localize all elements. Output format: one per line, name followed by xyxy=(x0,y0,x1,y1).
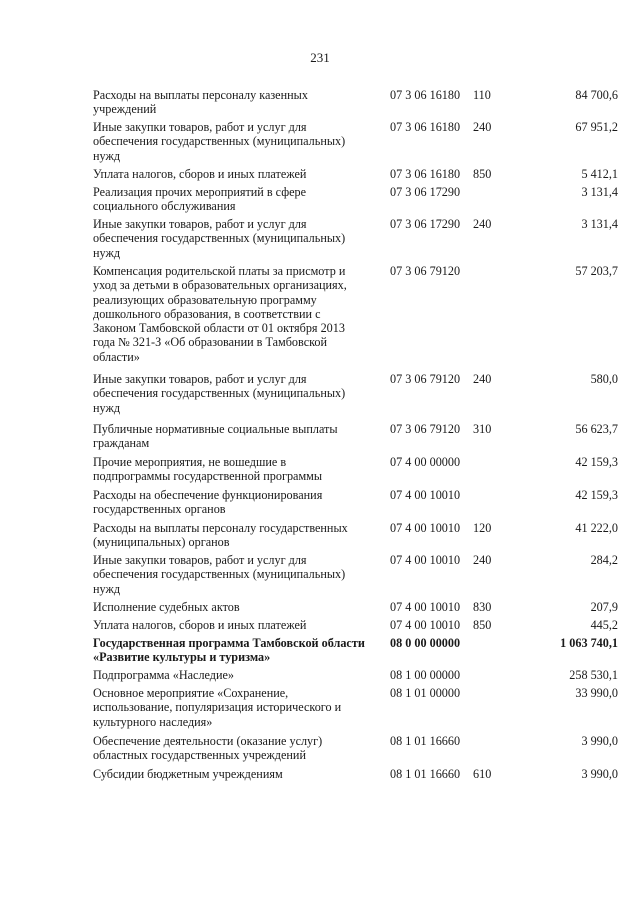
row-name: Уплата налогов, сборов и иных платежей xyxy=(93,618,307,632)
row-name: Расходы на обеспечение функционирования государственных органов xyxy=(93,488,323,517)
row-code: 07 3 06 79120 xyxy=(390,264,461,278)
row-code: 07 3 06 17290 xyxy=(390,185,461,199)
row-sum: 3 131,4 xyxy=(581,185,618,199)
row-code: 08 1 01 16660 xyxy=(390,767,461,781)
row-sum: 33 990,0 xyxy=(575,686,618,700)
row-code: 08 1 01 16660 xyxy=(390,734,461,748)
table-row xyxy=(93,636,618,668)
table-row xyxy=(93,488,618,521)
row-name: Иные закупки товаров, работ и услуг для обеспечения государственных (муниципальных) нужд xyxy=(93,120,346,163)
row-code: 07 3 06 79120 xyxy=(390,372,461,386)
row-code: 07 3 06 16180 xyxy=(390,167,461,181)
table-row xyxy=(93,88,618,120)
table-row xyxy=(93,264,618,372)
row-name: Прочие мероприятия, не вошедшие в подпрограммы государственной программы xyxy=(93,455,323,484)
row-name: Расходы на выплаты персоналу казенных учреждений xyxy=(93,88,308,117)
table-row xyxy=(93,668,618,686)
row-expense-type: 240 xyxy=(473,120,492,134)
row-expense-type: 850 xyxy=(473,618,492,632)
table-row xyxy=(93,372,618,422)
row-sum: 258 530,1 xyxy=(569,668,618,682)
row-code: 07 4 00 10010 xyxy=(390,618,461,632)
table-row xyxy=(93,120,618,167)
table-row xyxy=(93,686,618,734)
row-name: Публичные нормативные социальные выплаты гражданам xyxy=(93,422,338,451)
table-row xyxy=(93,521,618,553)
row-name: Компенсация родительской платы за присмотр и уход за детьми в образовательных организациях, реализующих образовательную программу дошкольного образования, в соответствии с Законом Тамбовской области от 01 октября 2013 года № 321-З «Об образовании в Тамбовской области» xyxy=(93,264,347,364)
row-expense-type: 850 xyxy=(473,167,492,181)
table-row xyxy=(93,600,618,618)
row-code: 07 3 06 79120 xyxy=(390,422,461,436)
row-sum: 445,2 xyxy=(590,618,618,632)
row-code: 07 4 00 10010 xyxy=(390,553,461,567)
row-sum: 3 990,0 xyxy=(581,767,618,781)
table-row xyxy=(93,167,618,185)
row-code: 08 1 00 00000 xyxy=(390,668,461,682)
row-code: 08 1 01 00000 xyxy=(390,686,461,700)
budget-table xyxy=(93,88,618,785)
row-expense-type: 830 xyxy=(473,600,492,614)
row-code: 07 3 06 17290 xyxy=(390,217,461,231)
row-name: Обеспечение деятельности (оказание услуг) областных государственных учреждений xyxy=(93,734,323,763)
table-row xyxy=(93,553,618,600)
row-sum: 41 222,0 xyxy=(575,521,618,535)
table-row xyxy=(93,455,618,488)
table-row xyxy=(93,185,618,217)
row-code: 08 0 00 00000 xyxy=(390,636,461,650)
row-code: 07 3 06 16180 xyxy=(390,120,461,134)
row-sum: 42 159,3 xyxy=(575,488,618,502)
table-row xyxy=(93,618,618,636)
row-name: Иные закупки товаров, работ и услуг для обеспечения государственных (муниципальных) нужд xyxy=(93,553,346,596)
row-expense-type: 310 xyxy=(473,422,492,436)
row-expense-type: 240 xyxy=(473,372,492,386)
row-expense-type: 110 xyxy=(473,88,491,102)
table-row xyxy=(93,422,618,455)
row-sum: 284,2 xyxy=(590,553,618,567)
row-name: Реализация прочих мероприятий в сфере социального обслуживания xyxy=(93,185,307,214)
row-sum: 67 951,2 xyxy=(575,120,618,134)
row-code: 07 4 00 10010 xyxy=(390,488,461,502)
table-row xyxy=(93,217,618,264)
row-expense-type: 240 xyxy=(473,553,492,567)
row-sum: 84 700,6 xyxy=(575,88,618,102)
row-name: Уплата налогов, сборов и иных платежей xyxy=(93,167,307,181)
row-code: 07 4 00 10010 xyxy=(390,521,461,535)
row-code: 07 4 00 00000 xyxy=(390,455,461,469)
row-sum: 56 623,7 xyxy=(575,422,618,436)
row-expense-type: 240 xyxy=(473,217,492,231)
row-name: Исполнение судебных актов xyxy=(93,600,240,614)
row-sum: 57 203,7 xyxy=(575,264,618,278)
row-code: 07 4 00 10010 xyxy=(390,600,461,614)
page-number: 231 xyxy=(310,50,330,65)
row-name: Иные закупки товаров, работ и услуг для обеспечения государственных (муниципальных) нужд xyxy=(93,217,346,260)
row-code: 07 3 06 16180 xyxy=(390,88,461,102)
row-sum: 3 990,0 xyxy=(581,734,618,748)
table-row xyxy=(93,734,618,767)
row-sum: 3 131,4 xyxy=(581,217,618,231)
row-name: Иные закупки товаров, работ и услуг для обеспечения государственных (муниципальных) нужд xyxy=(93,372,346,415)
row-expense-type: 120 xyxy=(473,521,492,535)
row-sum: 1 063 740,1 xyxy=(560,636,618,650)
row-name: Расходы на выплаты персоналу государственных (муниципальных) органов xyxy=(93,521,348,550)
row-name: Субсидии бюджетным учреждениям xyxy=(93,767,283,781)
table-row xyxy=(93,767,618,785)
row-expense-type: 610 xyxy=(473,767,492,781)
row-name: Основное мероприятие «Сохранение, использование, популяризация исторического и культурного наследия» xyxy=(93,686,342,729)
row-sum: 580,0 xyxy=(590,372,618,386)
row-sum: 5 412,1 xyxy=(581,167,618,181)
row-sum: 207,9 xyxy=(590,600,618,614)
row-name: Государственная программа Тамбовской области «Развитие культуры и туризма» xyxy=(93,636,365,665)
row-name: Подпрограмма «Наследие» xyxy=(93,668,235,682)
row-sum: 42 159,3 xyxy=(575,455,618,469)
